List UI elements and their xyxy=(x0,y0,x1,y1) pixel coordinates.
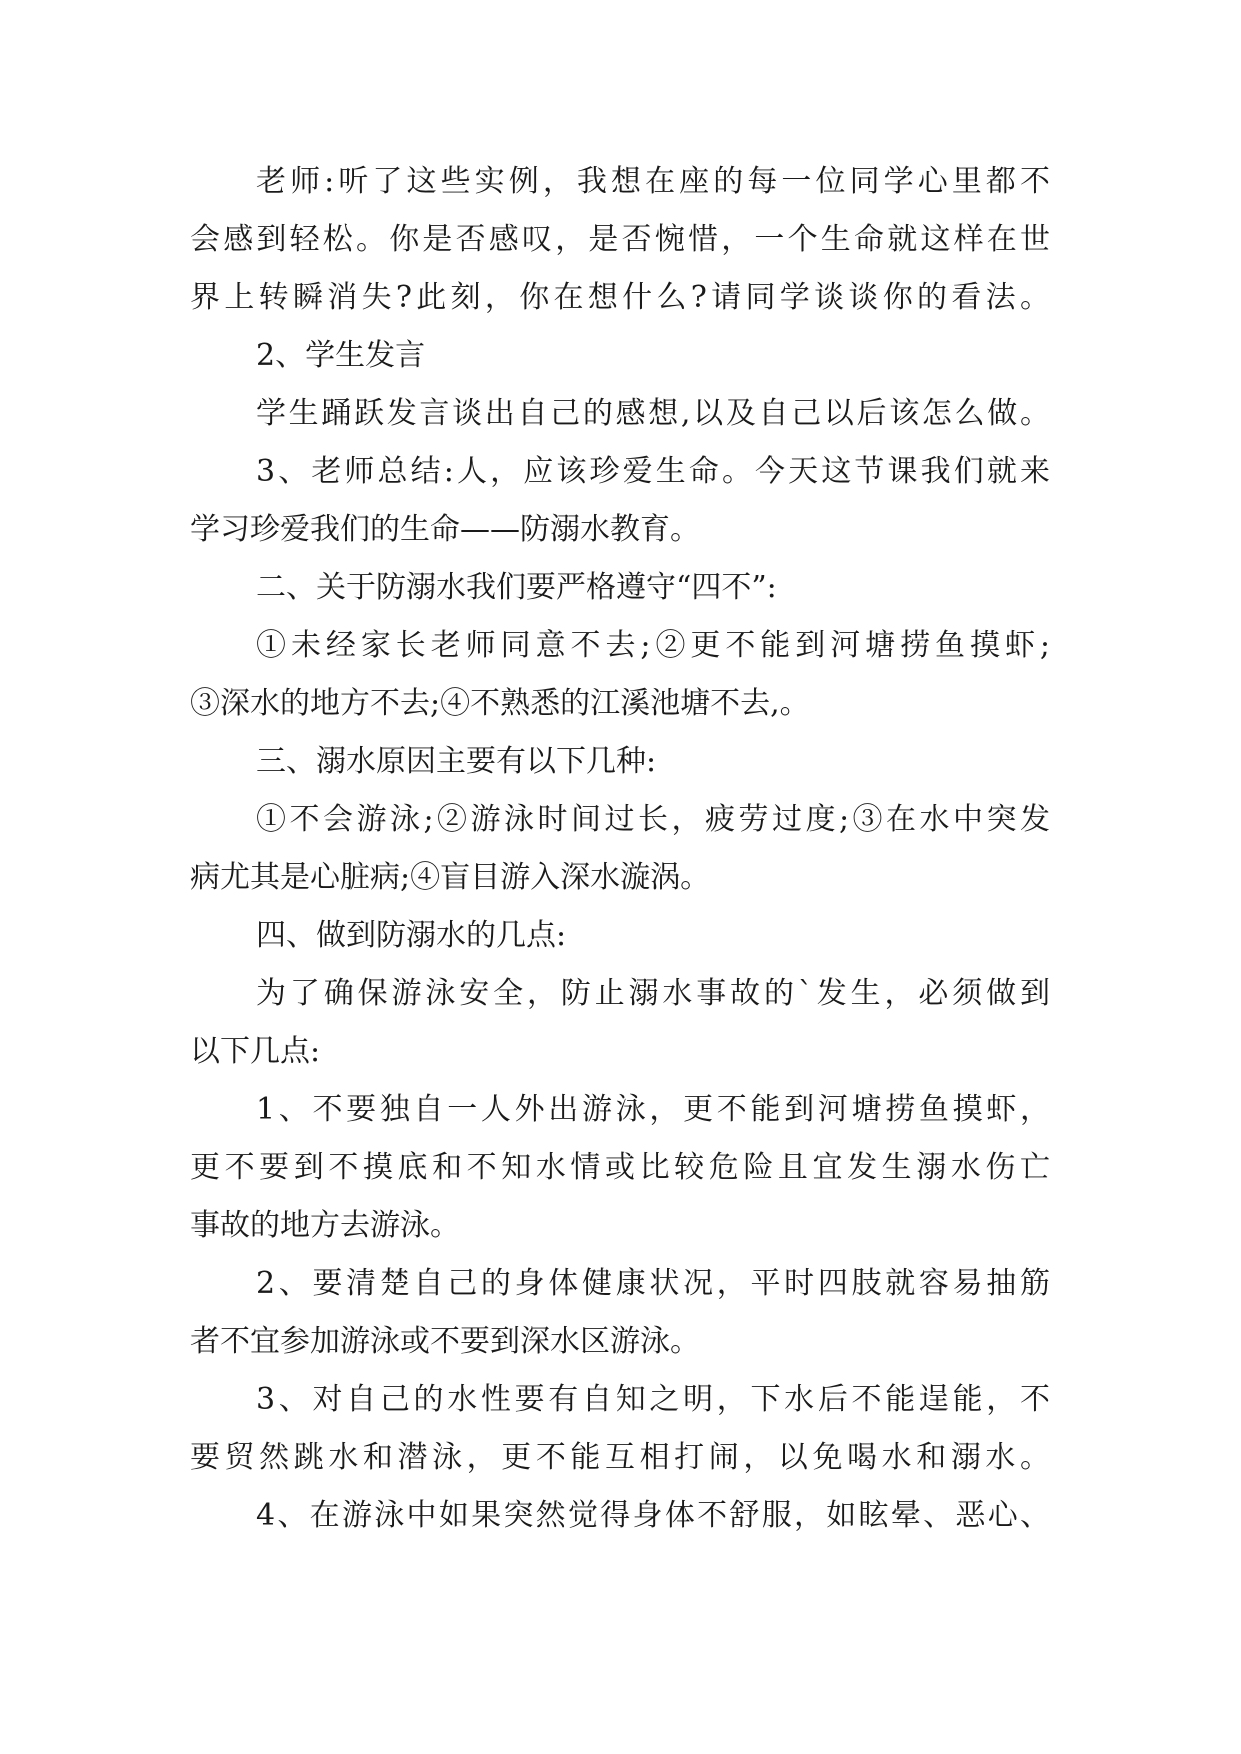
text-line: 会感到轻松。你是否感叹，是否惋惜，一个生命就这样在世 xyxy=(190,222,1050,257)
text-line: 3、老师总结:人，应该珍爱生命。今天这节课我们就来 xyxy=(256,454,1050,489)
text-line: 以下几点: xyxy=(190,1034,321,1069)
text-line: 病尤其是心脏病;④盲目游入深水漩涡。 xyxy=(190,860,711,895)
text-line: 老师:听了这些实例，我想在座的每一位同学心里都不 xyxy=(256,164,1050,199)
text-line: 学生踊跃发言谈出自己的感想,以及自己以后该怎么做。 xyxy=(256,396,1050,431)
text-line: 二、关于防溺水我们要严格遵守“四不”: xyxy=(256,570,777,605)
text-line: ③深水的地方不去;④不熟悉的江溪池塘不去,。 xyxy=(190,686,810,721)
text-line: 3、对自己的水性要有自知之明，下水后不能逞能，不 xyxy=(256,1382,1050,1417)
text-line: 四、做到防溺水的几点: xyxy=(256,918,567,953)
text-line: 2、要清楚自己的身体健康状况，平时四肢就容易抽筋 xyxy=(256,1266,1050,1301)
text-line: 者不宜参加游泳或不要到深水区游泳。 xyxy=(190,1324,700,1359)
text-line: ①不会游泳;②游泳时间过长，疲劳过度;③在水中突发 xyxy=(256,802,1050,837)
text-line: 1、不要独自一人外出游泳，更不能到河塘捞鱼摸虾， xyxy=(256,1092,1050,1127)
text-line: 事故的地方去游泳。 xyxy=(190,1208,460,1243)
text-line: 为了确保游泳安全，防止溺水事故的`发生，必须做到 xyxy=(256,976,1050,1011)
text-line: 2、学生发言 xyxy=(256,338,426,373)
text-line: 界上转瞬消失?此刻，你在想什么?请同学谈谈你的看法。 xyxy=(190,280,1050,315)
text-line: 学习珍爱我们的生命——防溺水教育。 xyxy=(190,512,700,547)
text-line: ①未经家长老师同意不去;②更不能到河塘捞鱼摸虾; xyxy=(256,628,1050,663)
text-line: 4、在游泳中如果突然觉得身体不舒服，如眩晕、恶心、 xyxy=(256,1498,1050,1533)
text-line: 要贸然跳水和潜泳，更不能互相打闹，以免喝水和溺水。 xyxy=(190,1440,1050,1475)
text-line: 更不要到不摸底和不知水情或比较危险且宜发生溺水伤亡 xyxy=(190,1150,1050,1185)
text-line: 三、溺水原因主要有以下几种: xyxy=(256,744,657,779)
